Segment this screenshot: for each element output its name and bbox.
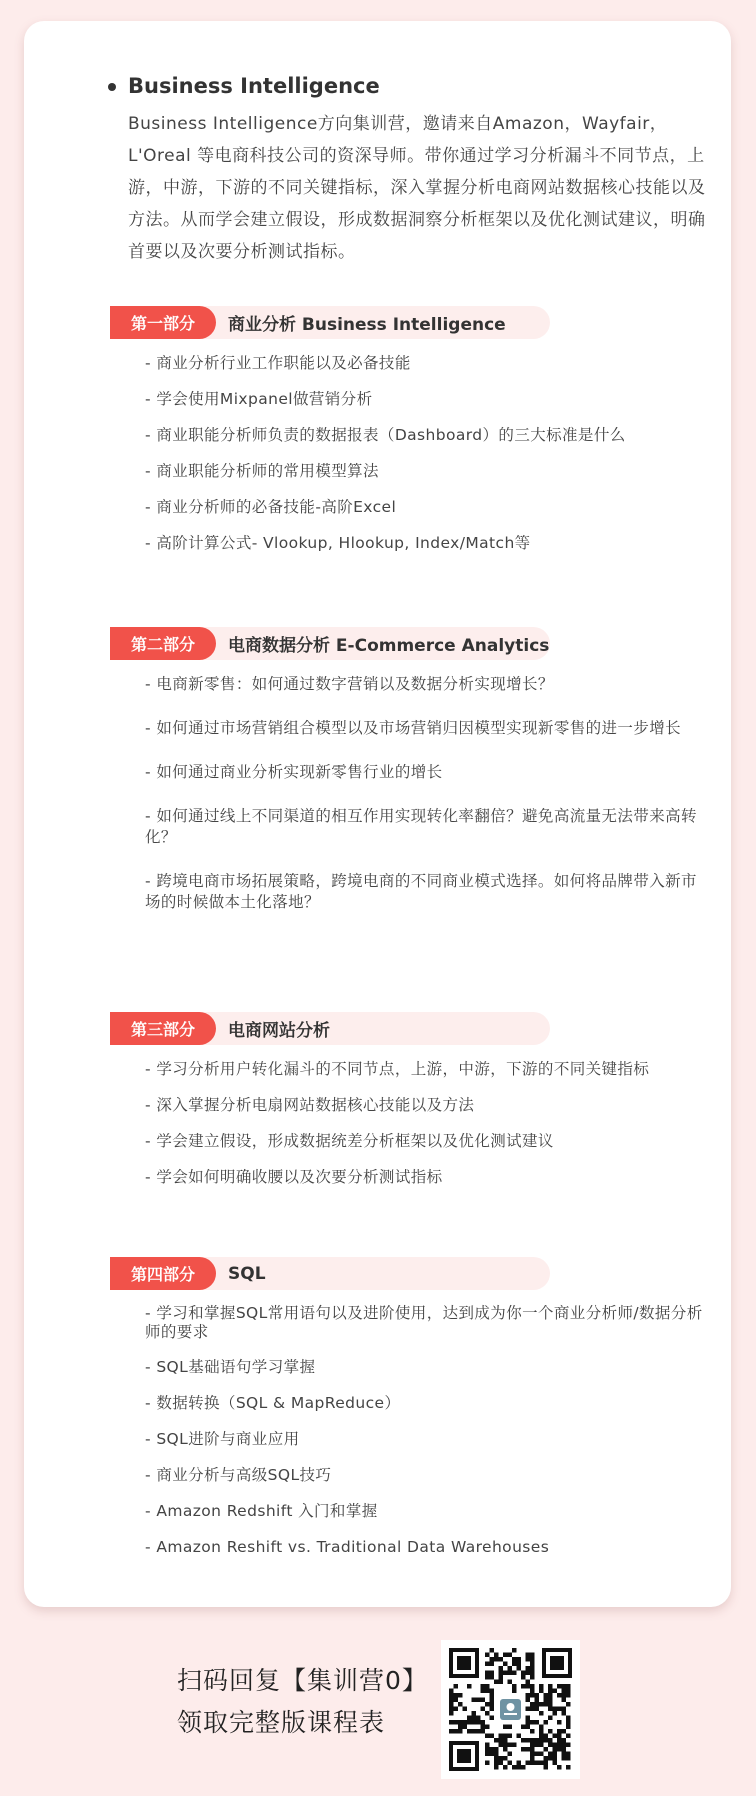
footer-cta xyxy=(177,1660,428,1744)
section-title: 电商数据分析 E-Commerce Analytics xyxy=(228,636,550,656)
section-item-list xyxy=(110,1059,705,1188)
list-item: - 学习分析用户转化漏斗的不同节点，上游，中游，下游的不同关键指标 xyxy=(145,1060,650,1078)
section-tag: 第一部分 xyxy=(110,306,216,339)
list-item: - 学会如何明确收腰以及次要分析测试指标 xyxy=(145,1168,443,1186)
list-item: - 商业分析师的必备技能-高阶Excel xyxy=(145,498,397,516)
section-item-list xyxy=(110,674,705,913)
list-item: - 高阶计算公式- Vlookup, Hlookup, Index/Match等 xyxy=(145,534,531,552)
section-item-list xyxy=(110,353,705,554)
section-header xyxy=(110,306,550,339)
footer-line-1: 扫码回复【集训营0】 xyxy=(177,1666,428,1695)
section-title: 电商网站分析 xyxy=(228,1021,330,1041)
section-part-3 xyxy=(110,1012,710,1188)
section-title: 商业分析 Business Intelligence xyxy=(228,315,506,335)
section-header xyxy=(110,1012,550,1045)
list-item: - 电商新零售：如何通过数字营销以及数据分析实现增长？ xyxy=(145,675,554,693)
section-tag: 第二部分 xyxy=(110,627,216,660)
footer-line-2: 领取完整版课程表 xyxy=(177,1708,386,1737)
list-item: - SQL进阶与商业应用 xyxy=(145,1430,300,1448)
list-item: - 商业分析与高级SQL技巧 xyxy=(145,1466,332,1484)
content-card xyxy=(24,21,731,1607)
list-item: - 商业职能分析师的常用模型算法 xyxy=(145,462,379,480)
section-title: SQL xyxy=(228,1263,266,1284)
list-item: - 数据转换（SQL & MapReduce） xyxy=(145,1394,401,1412)
intro-block xyxy=(108,66,708,268)
list-item: - Amazon Redshift 入门和掌握 xyxy=(145,1502,378,1520)
list-item: - 跨境电商市场拓展策略，跨境电商的不同商业模式选择。如何将品牌带入新市场的时候做本土化落地？ xyxy=(145,872,697,911)
list-item: - Amazon Reshift vs. Traditional Data Warehouses xyxy=(145,1538,550,1556)
list-item: - 学会使用Mixpanel做营销分析 xyxy=(145,390,373,408)
list-item: - 学会建立假设，形成数据统差分析框架以及优化测试建议 xyxy=(145,1132,554,1150)
qr-code-icon[interactable] xyxy=(441,1640,580,1779)
qr-code-graphic xyxy=(441,1640,580,1779)
list-item: - 商业职能分析师负责的数据报表（Dashboard）的三大标准是什么 xyxy=(145,426,626,444)
section-header xyxy=(110,627,550,660)
section-part-1 xyxy=(110,306,710,554)
section-part-2 xyxy=(110,627,710,913)
section-tag: 第三部分 xyxy=(110,1012,216,1045)
list-item: - 如何通过市场营销组合模型以及市场营销归因模型实现新零售的进一步增长 xyxy=(145,719,682,737)
intro-description: Business Intelligence方向集训营，邀请来自Amazon，Wayfair，L'Oreal 等电商科技公司的资深导师。带你通过学习分析漏斗不同节点，上游，中游，下游的不同关键指标，深入掌握分析电商网站数据核心技能以及方法。从而学会建立假设，形成数据洞察分析框架以及优化测试建议，明确首要以及次要分析测试指标。 xyxy=(128,114,706,262)
list-item: - 商业分析行业工作职能以及必备技能 xyxy=(145,354,411,372)
list-item: - 如何通过商业分析实现新零售行业的增长 xyxy=(145,763,443,781)
list-item: - 学习和掌握SQL常用语句以及进阶使用，达到成为你一个商业分析师/数据分析师的要求 xyxy=(145,1304,703,1341)
section-item-list xyxy=(110,1304,705,1558)
bullet-icon xyxy=(108,83,116,91)
list-item: - 深入掌握分析电扇网站数据核心技能以及方法 xyxy=(145,1096,475,1114)
intro-heading xyxy=(108,66,708,106)
section-part-4 xyxy=(110,1257,710,1558)
section-tag: 第四部分 xyxy=(110,1257,216,1290)
section-header xyxy=(110,1257,550,1290)
intro-title: Business Intelligence xyxy=(128,74,380,98)
list-item: - 如何通过线上不同渠道的相互作用实现转化率翻倍？避免高流量无法带来高转化？ xyxy=(145,807,697,846)
list-item: - SQL基础语句学习掌握 xyxy=(145,1358,316,1376)
